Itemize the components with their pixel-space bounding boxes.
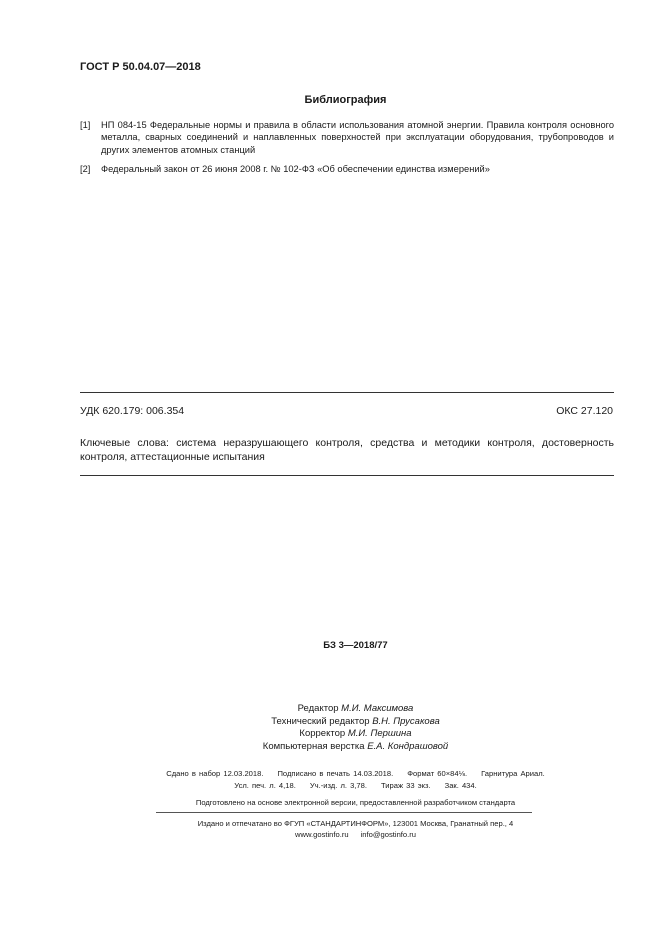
publisher-email: info@gostinfo.ru	[360, 830, 417, 839]
prepared-note: Подготовлено на основе электронной версии, предоставленной разработчиком стандарта	[195, 798, 516, 807]
document-code: ГОСТ Р 50.04.07—2018	[80, 61, 201, 73]
staff-tech-editor: Технический редактор В.Н. Прусакова	[271, 715, 440, 727]
divider	[80, 392, 614, 393]
staff-corrector: Корректор М.И. Першина	[299, 728, 412, 739]
divider	[80, 475, 614, 476]
reference-number: [2]	[80, 164, 91, 174]
print-info: Сдано в набор 12.03.2018. Подписано в печать 14.03.2018. Формат 60×84⅛. Гарнитура Ариал. Усл. печ. л. 4,18. Уч.-изд. л. 3,78. Тираж 33 экз. Зак. 434.	[166, 769, 545, 790]
staff-editor: Редактор М.И. Максимова	[297, 703, 414, 714]
publisher-website: www.gostinfo.ru	[294, 830, 349, 839]
oks-code: ОКС 27.120	[556, 405, 613, 417]
udc-code: УДК 620.179: 006.354	[80, 405, 185, 417]
divider	[156, 812, 532, 813]
publisher-info: Издано и отпечатано во ФГУП «СТАНДАРТИНФОРМ», 123001 Москва, Гранатный пер., 4 www.gostinfo.ru info@gostinfo.ru	[197, 819, 514, 839]
reference-text: Федеральный закон от 26 июня 2008 г. № 102-ФЗ «Об обеспечении единства измерений»	[101, 164, 490, 174]
staff-layout: Компьютерная верстка Е.А. Кондрашовой	[262, 740, 449, 752]
bibliography-title: Библиография	[304, 94, 387, 106]
bibliography-item	[80, 163, 614, 175]
staff-list	[0, 703, 661, 753]
bibliography-item	[80, 119, 614, 156]
keywords: Ключевые слова: система неразрушающего контроля, средства и методики контроля, достоверность контроля, аттестационные испытания	[80, 437, 614, 463]
reference-number: [1]	[80, 120, 91, 130]
bz-number: БЗ 3—2018/77	[323, 640, 388, 651]
reference-text: НП 084-15 Федеральные нормы и правила в области использования атомной энергии. Правила контроля основного металла, сварных соединений и наплавленных поверхностей при эксплуатации оборудования, трубопроводов и других элементов атомных станций	[101, 120, 614, 155]
